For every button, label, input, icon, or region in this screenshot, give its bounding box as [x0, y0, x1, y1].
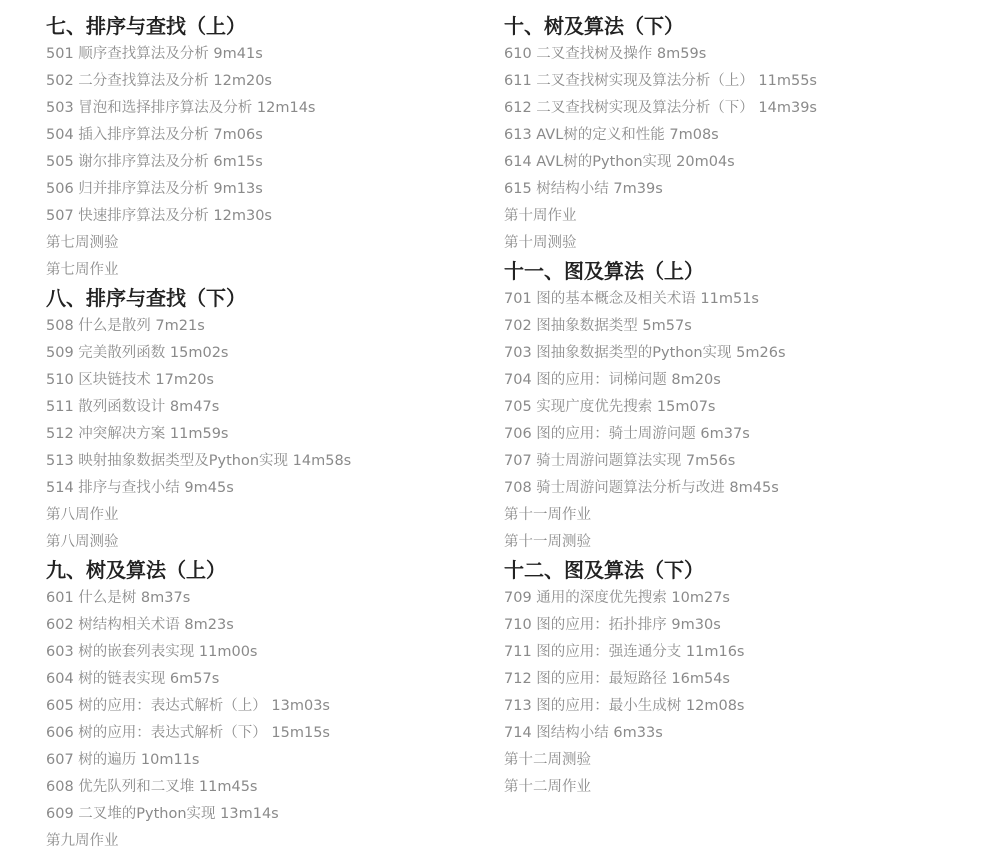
section-title: 九、树及算法（上）	[46, 558, 226, 582]
lesson-item[interactable]: 606 树的应用：表达式解析（下） 15m15s	[46, 725, 330, 741]
lesson-item[interactable]: 607 树的遍历 10m11s	[46, 752, 200, 768]
lesson-item[interactable]: 608 优先队列和二叉堆 11m45s	[46, 779, 258, 795]
lesson-item[interactable]: 614 AVL树的Python实现 20m04s	[504, 154, 735, 170]
lesson-item[interactable]: 509 完美散列函数 15m02s	[46, 345, 229, 361]
lesson-item[interactable]: 609 二叉堆的Python实现 13m14s	[46, 806, 279, 822]
homework-item[interactable]: 第十周作业	[504, 208, 577, 224]
lesson-item[interactable]: 511 散列函数设计 8m47s	[46, 399, 220, 415]
lesson-item[interactable]: 510 区块链技术 17m20s	[46, 372, 214, 388]
lesson-item[interactable]: 612 二叉查找树实现及算法分析（下） 14m39s	[504, 100, 817, 116]
section-title: 十一、图及算法（上）	[504, 259, 704, 283]
section-graphs-2	[504, 556, 964, 801]
lesson-item[interactable]: 603 树的嵌套列表实现 11m00s	[46, 644, 258, 660]
lesson-item[interactable]: 713 图的应用：最小生成树 12m08s	[504, 698, 745, 714]
section-sorting-searching-1	[46, 12, 486, 284]
homework-item[interactable]: 第九周作业	[46, 833, 119, 849]
section-title: 七、排序与查找（上）	[46, 14, 246, 38]
lesson-item[interactable]: 504 插入排序算法及分析 7m06s	[46, 127, 263, 143]
lesson-item[interactable]: 601 什么是树 8m37s	[46, 590, 191, 606]
quiz-item[interactable]: 第十周测验	[504, 235, 577, 251]
lesson-item[interactable]: 605 树的应用：表达式解析（上） 13m03s	[46, 698, 330, 714]
lesson-item[interactable]: 707 骑士周游问题算法实现 7m56s	[504, 453, 736, 469]
lesson-item[interactable]: 613 AVL树的定义和性能 7m08s	[504, 127, 719, 143]
lesson-item[interactable]: 714 图结构小结 6m33s	[504, 725, 663, 741]
lesson-item[interactable]: 514 排序与查找小结 9m45s	[46, 480, 234, 496]
left-column	[46, 12, 486, 855]
homework-item[interactable]: 第十二周作业	[504, 779, 591, 795]
section-trees-1	[46, 556, 486, 855]
lesson-item[interactable]: 502 二分查找算法及分析 12m20s	[46, 73, 272, 89]
homework-item[interactable]: 第十一周作业	[504, 507, 591, 523]
homework-item[interactable]: 第七周作业	[46, 262, 119, 278]
right-column	[504, 12, 964, 801]
homework-item[interactable]: 第八周作业	[46, 507, 119, 523]
quiz-item[interactable]: 第七周测验	[46, 235, 119, 251]
lesson-item[interactable]: 506 归并排序算法及分析 9m13s	[46, 181, 263, 197]
section-title: 八、排序与查找（下）	[46, 286, 246, 310]
lesson-item[interactable]: 602 树结构相关术语 8m23s	[46, 617, 234, 633]
lesson-item[interactable]: 704 图的应用：词梯问题 8m20s	[504, 372, 721, 388]
lesson-item[interactable]: 615 树结构小结 7m39s	[504, 181, 663, 197]
lesson-item[interactable]: 513 映射抽象数据类型及Python实现 14m58s	[46, 453, 352, 469]
lesson-item[interactable]: 505 谢尔排序算法及分析 6m15s	[46, 154, 263, 170]
lesson-item[interactable]: 507 快速排序算法及分析 12m30s	[46, 208, 272, 224]
lesson-item[interactable]: 708 骑士周游问题算法分析与改进 8m45s	[504, 480, 779, 496]
lesson-item[interactable]: 703 图抽象数据类型的Python实现 5m26s	[504, 345, 786, 361]
quiz-item[interactable]: 第十二周测验	[504, 752, 591, 768]
lesson-item[interactable]: 709 通用的深度优先搜索 10m27s	[504, 590, 730, 606]
section-trees-2	[504, 12, 964, 257]
quiz-item[interactable]: 第十一周测验	[504, 534, 591, 550]
lesson-item[interactable]: 604 树的链表实现 6m57s	[46, 671, 220, 687]
lesson-item[interactable]: 706 图的应用：骑士周游问题 6m37s	[504, 426, 750, 442]
lesson-item[interactable]: 711 图的应用：强连通分支 11m16s	[504, 644, 745, 660]
lesson-item[interactable]: 701 图的基本概念及相关术语 11m51s	[504, 291, 759, 307]
lesson-item[interactable]: 712 图的应用：最短路径 16m54s	[504, 671, 730, 687]
section-graphs-1	[504, 257, 964, 556]
lesson-item[interactable]: 508 什么是散列 7m21s	[46, 318, 205, 334]
lesson-item[interactable]: 503 冒泡和选择排序算法及分析 12m14s	[46, 100, 316, 116]
lesson-item[interactable]: 611 二叉查找树实现及算法分析（上） 11m55s	[504, 73, 817, 89]
quiz-item[interactable]: 第八周测验	[46, 534, 119, 550]
section-title: 十、树及算法（下）	[504, 14, 684, 38]
lesson-item[interactable]: 705 实现广度优先搜索 15m07s	[504, 399, 716, 415]
section-sorting-searching-2	[46, 284, 486, 556]
lesson-item[interactable]: 610 二叉查找树及操作 8m59s	[504, 46, 707, 62]
lesson-item[interactable]: 702 图抽象数据类型 5m57s	[504, 318, 692, 334]
lesson-item[interactable]: 501 顺序查找算法及分析 9m41s	[46, 46, 263, 62]
lesson-item[interactable]: 512 冲突解决方案 11m59s	[46, 426, 229, 442]
lesson-item[interactable]: 710 图的应用：拓扑排序 9m30s	[504, 617, 721, 633]
section-title: 十二、图及算法（下）	[504, 558, 704, 582]
